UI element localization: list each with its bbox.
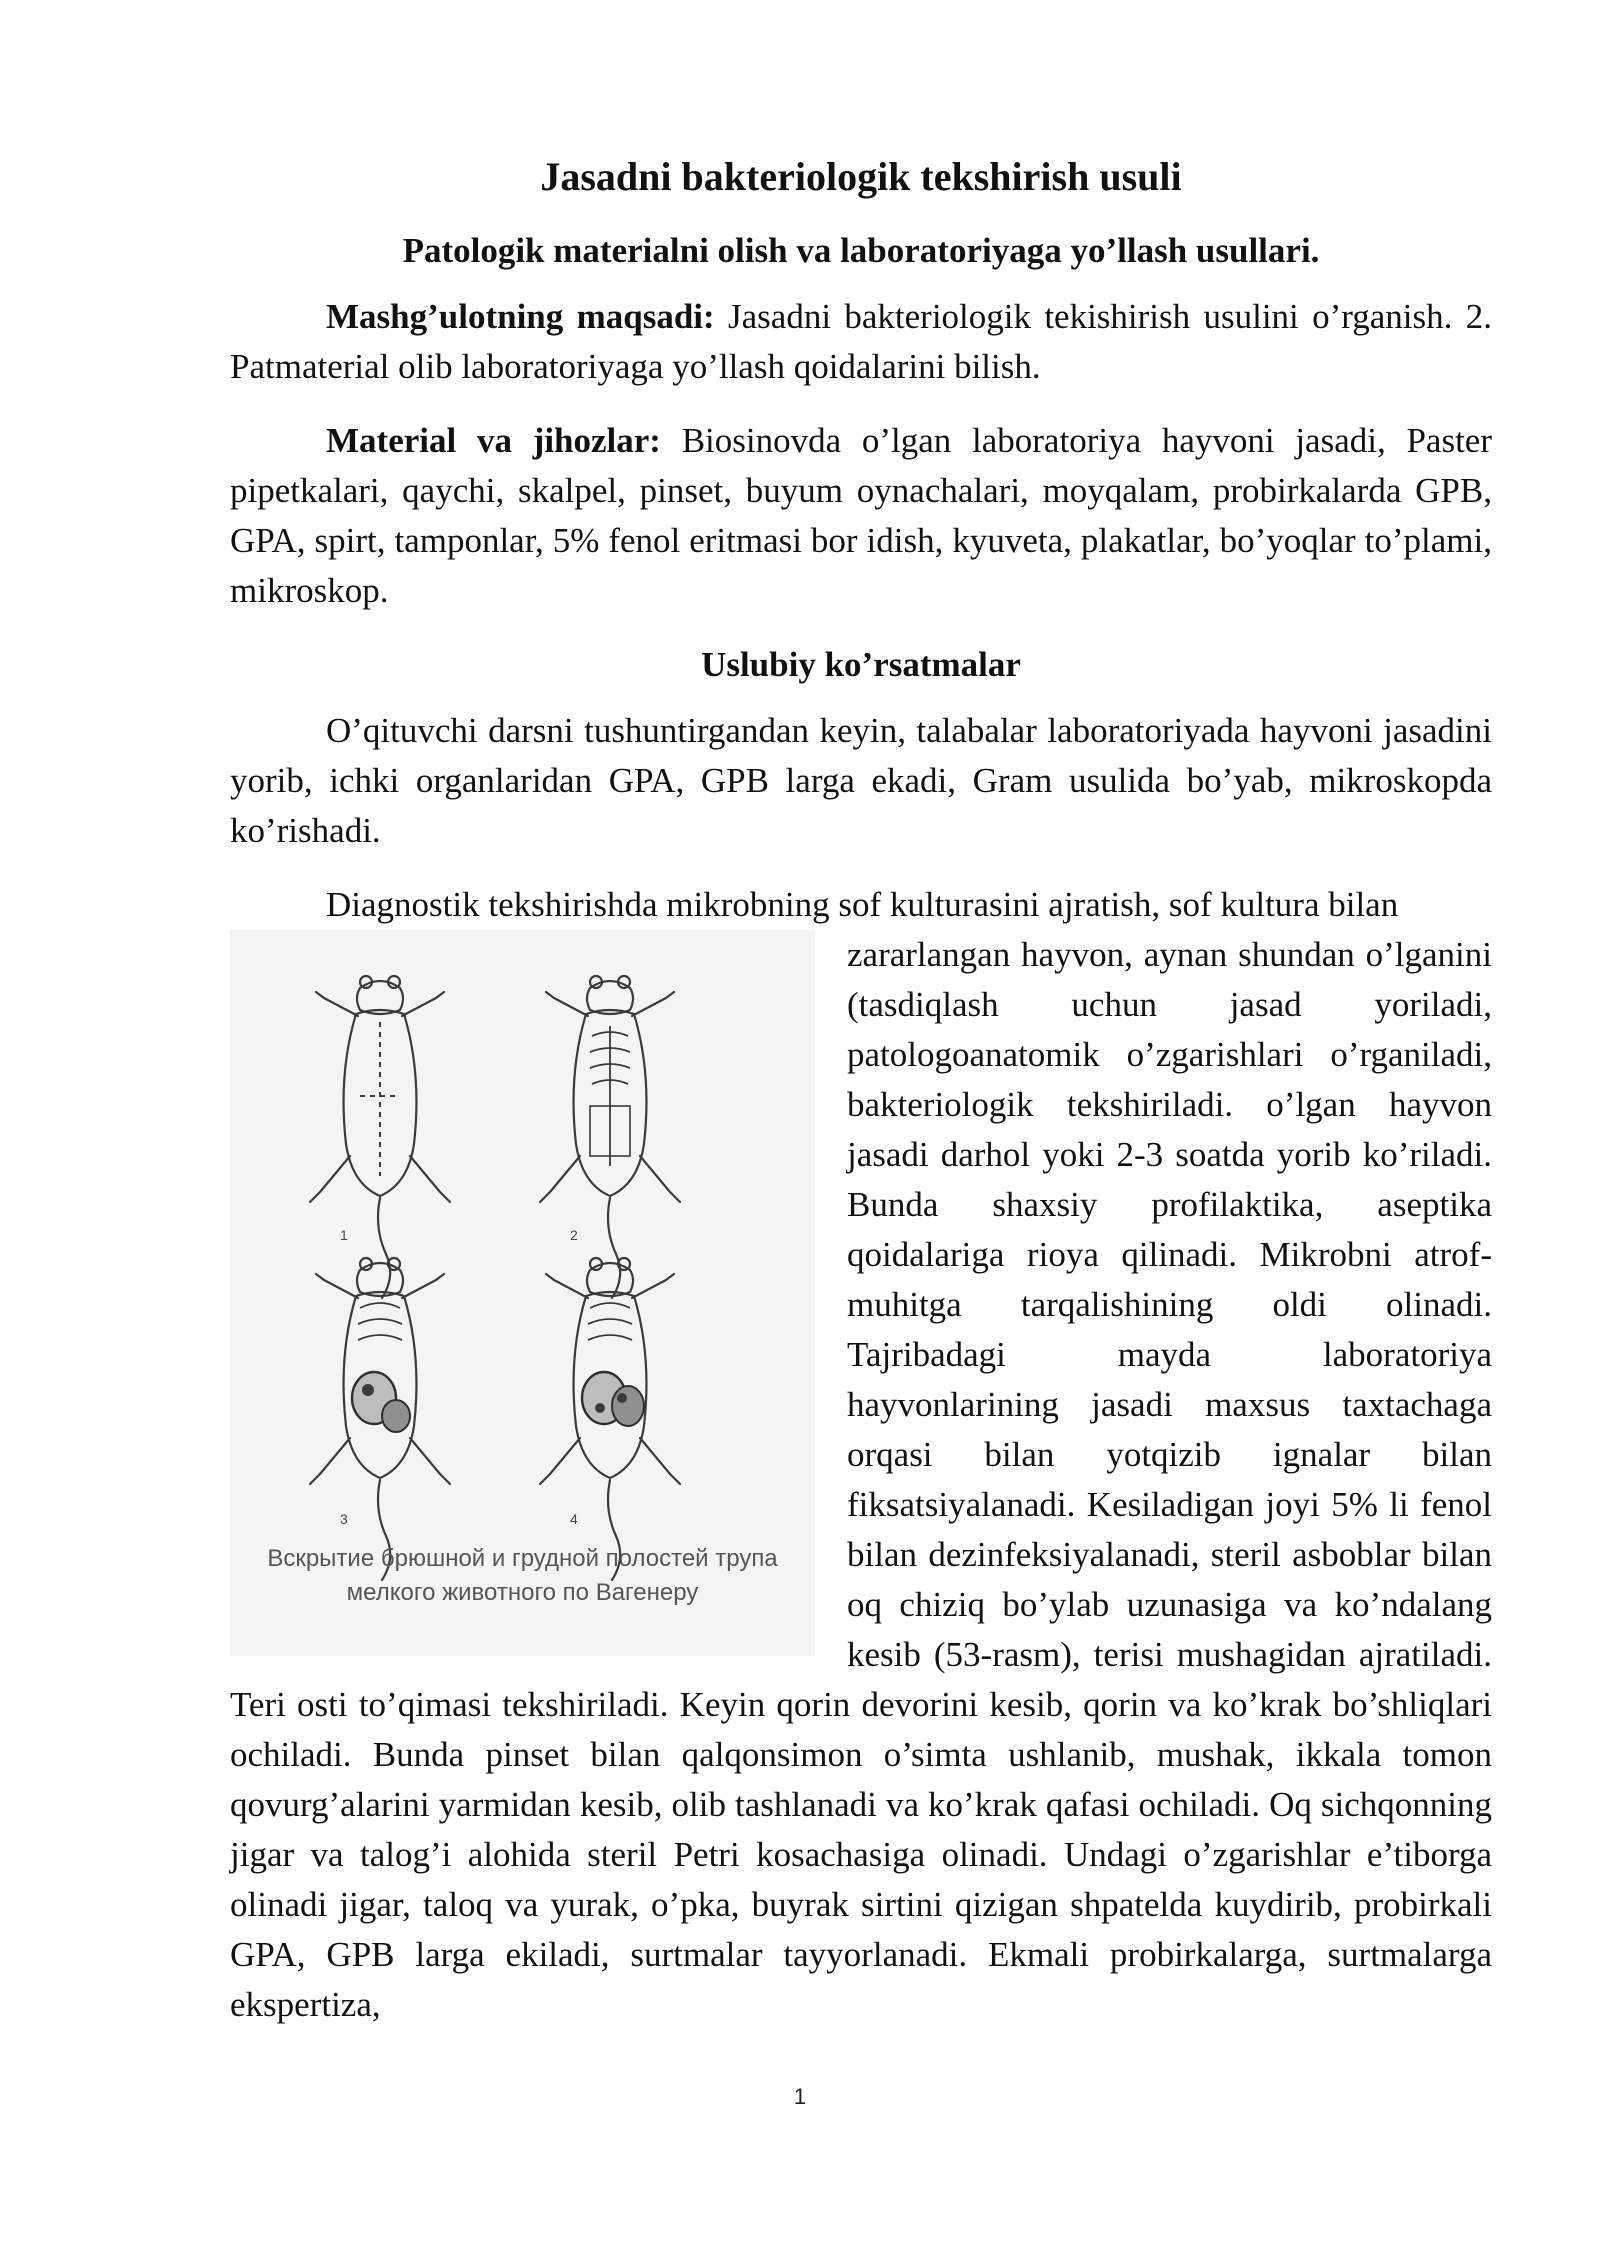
section-heading: Uslubiy ko’rsatmalar	[701, 645, 1021, 684]
panel-number: 3	[340, 1511, 348, 1527]
materials-label: Material va jihozlar:	[326, 421, 661, 460]
goal-text: Jasadni bakteriologik tekishirish usulini o’rganish. 2. Patmaterial olib laboratoriyaga yo’llash qoidalarini bilish.	[230, 297, 1492, 386]
materials-text: Biosinovda o’lgan laboratoriya hayvoni jasadi, Paster pipetkalari, qaychi, skalpel, pinset, buyum oynachalari, moyqalam, probirkalarda GPB, GPA, spirt, tamponlar, 5% fenol eritmasi bor idish, kyuveta, plakatlar, bo’yoqlar to’plami, mikroskop.	[230, 421, 1492, 610]
goal-paragraph	[230, 292, 1492, 392]
goal-label: Mashg’ulotning maqsadi:	[326, 297, 715, 336]
page-number: 1	[793, 2084, 807, 2109]
diagnostic-paragraph-first-line: Diagnostik tekshirishda mikrobning sof kulturasini ajratish, sof kultura bilan	[326, 885, 1399, 924]
diagnostic-paragraph: zararlangan hayvon, aynan shundan o’lganini (tasdiqlash uchun jasad yoriladi, patologoanatomik o’zgarishlari o’rganiladi, bakteriologik tekshiriladi. o’lgan hayvon jasadi darhol yoki 2-3 soatda yorib ko’riladi. Bunda shaxsiy profilaktika, aseptika qoidalariga rioya qilinadi. Mikrobni atrof-muhitga tarqalishining oldi olinadi. Tajribadagi mayda laboratoriya hayvonlarining jasadi maxsus taxtachaga orqasi bilan yotqizib ignalar bilan fiksatsiyalanadi. Kesiladigan joyi 5% li fenol bilan dezinfeksiyalanadi, steril asboblar bilan oq chiziq bo’ylab uzunasiga va ko’ndalang kesib (53-rasm), terisi mushagidan ajratiladi. Teri osti to’qimasi tekshiriladi. Keyin qorin devorini kesib, qorin va ko’krak bo’shliqlari ochiladi. Bunda pinset bilan qalqonsimon o’simta ushlanib, mushak, ikkala tomon qovurg’alarini yarmidan kesib, olib tashlanadi va ko’krak qafasi ochiladi. Oq sichqonning jigar va talog’i alohida steril Petri kosachasiga olinadi. Undagi o’zgarishlar e’tiborga olinadi jigar, taloq va yurak, o’pka, buyrak sirtini qizigan shpatelda kuydirib, probirkali GPA, GPB larga ekiladi, surtmalar tayyorlanadi. Ekmali probirkalarga, surtmalarga ekspertiza,	[230, 935, 1492, 2024]
document-subtitle: Patologik materialni olish va laboratoriyaga yo’llash usullari.	[402, 231, 1320, 270]
document-page	[230, 148, 1492, 2030]
dissection-figure	[230, 930, 815, 1656]
panel-number: 4	[570, 1511, 578, 1527]
panel-number: 2	[570, 1227, 578, 1243]
materials-paragraph	[230, 416, 1492, 616]
document-title: Jasadni bakteriologik tekshirish usuli	[540, 154, 1182, 199]
panel-number: 1	[340, 1227, 348, 1243]
instructions-paragraph: O’qituvchi darsni tushuntirgandan keyin, talabalar laboratoriyada hayvoni jasadini yorib, ichki organlaridan GPA, GPB larga ekadi, Gram usulida bo’yab, mikroskopda ko’rishadi.	[230, 711, 1492, 850]
figure-caption: Вскрытие брюшной и грудной полостей трупа мелкого животного по Вагенеру	[267, 1545, 778, 1606]
